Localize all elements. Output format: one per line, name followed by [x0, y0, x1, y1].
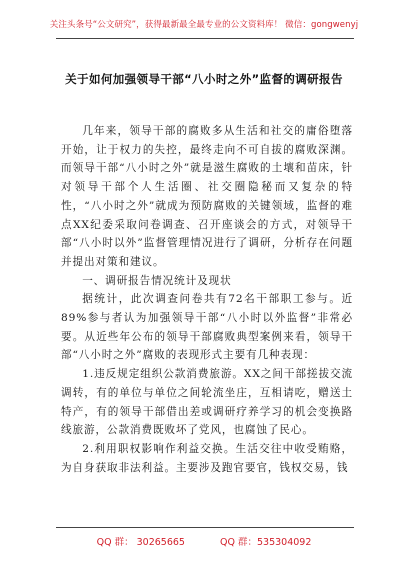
paragraph-statistics: 据统计，此次调查问卷共有72名干部职工参与。近89%参与者认为加强领导干部“八小时以外监督”非常必要。从近些年公布的领导干部腐败典型案例来看，领导干部“八小时之外”腐败的表现形式主要有几种表现：	[61, 293, 353, 362]
document-title: 关于如何加强领导干部“八小时之外”监督的调研报告	[65, 72, 343, 86]
section-heading: 一、调研报告情况统计及现状	[82, 274, 232, 287]
paragraph-item-2: 2.利用职权影响作利益交换。生活交往中收受贿赂，为自身获取非法利益。主要涉及跑官要官，钱权交易，钱	[61, 442, 353, 474]
footer-qq-group-1: QQ 群： 30265665	[96, 537, 185, 548]
footer-divider	[56, 527, 354, 528]
header-watermark-note: 关注头条号“公文研究”，获得最新最全最专业的公文资料库！ 微信：gongwenyj	[49, 20, 359, 30]
footer-contact	[0, 534, 408, 548]
header-divider	[56, 38, 354, 39]
footer-qq-group-2: QQ 群：535304092	[220, 537, 312, 548]
document-body	[61, 122, 353, 477]
paragraph-item-1: 1.违反规定组织公款消费旅游。XX之间干部搓拔交流调转，有的单位与单位之间轮流坐庄，互相请吃，赠送土特产，有的领导干部借出差或调研疗养学习的机会变换路线旅游，公款消费既败坏了党风，也腐蚀了民心。	[61, 368, 353, 437]
paragraph-intro: 几年来，领导干部的腐败多从生活和社交的庸俗堕落开始，让于权力的失控，最终走向不可自拔的腐败深渊。而领导干部“八小时之外”就是滋生腐败的土壤和苗床，针对领导干部个人生活圈、社交圈隐秘而又复杂的特性，“八小时之外”就成为预防腐败的关键领域，监督的难点XX纪委采取问卷调查、召开座谈会的方式，对领导干部“八小时以外”监督管理情况进行了调研，分析存在问题并提出对策和建议。	[61, 125, 353, 268]
